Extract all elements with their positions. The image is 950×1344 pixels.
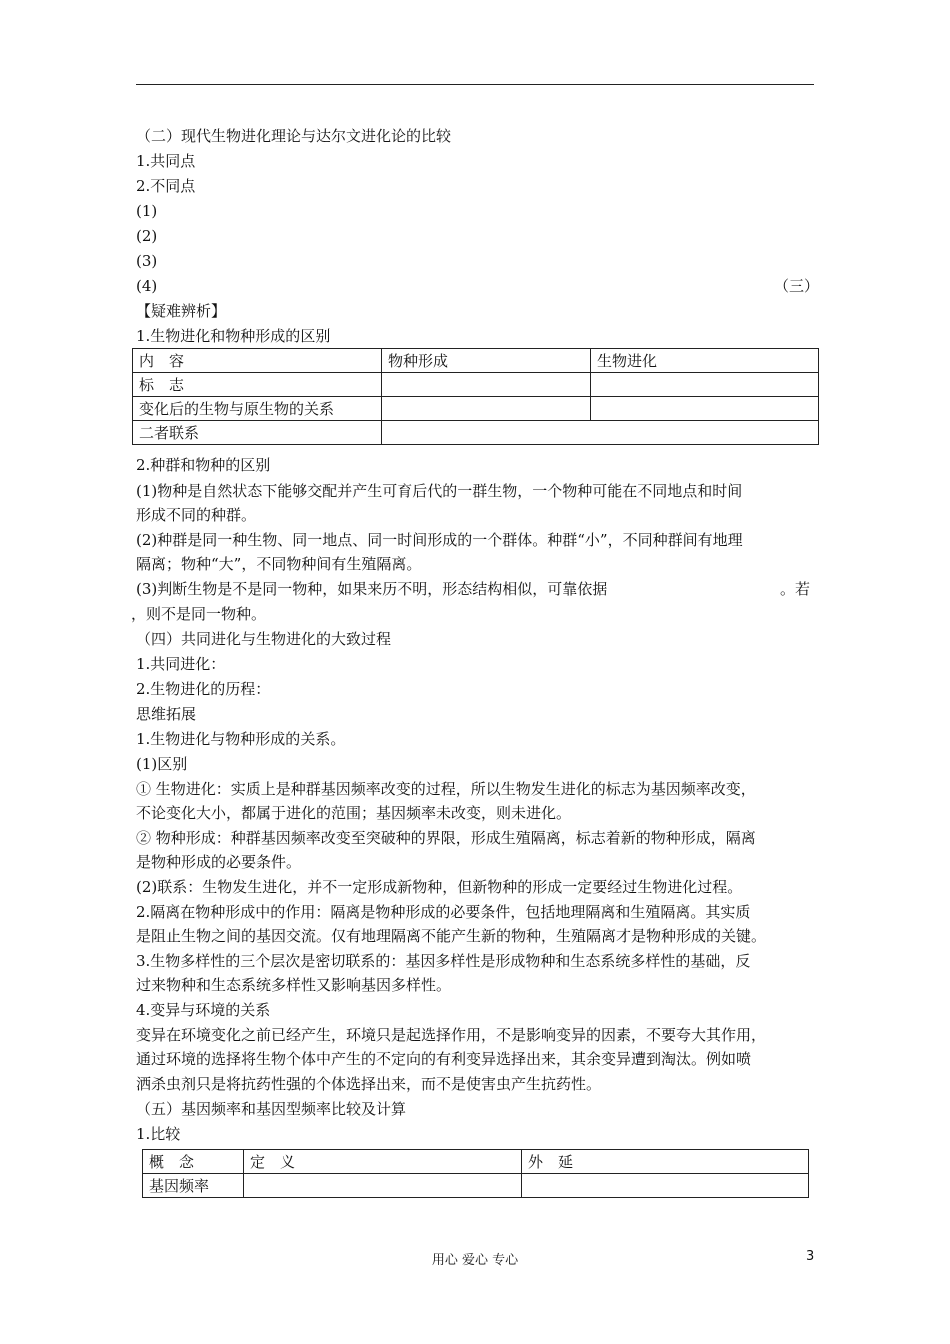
- paragraph-line: (1)物种是自然状态下能够交配并产生可育后代的一群生物，一个物种可能在不同地点和时间: [136, 482, 743, 500]
- paragraph-line: 通过环境的选择将生物个体中产生的不定向的有利变异选择出来，其余变异遭到淘汰。例如喷: [136, 1050, 752, 1068]
- paragraph-line: 3.生物多样性的三个层次是密切联系的：基因多样性是形成物种和生态系统多样性的基础，反: [136, 952, 751, 970]
- paragraph-line: ，则不是同一物种。: [131, 605, 267, 623]
- header-rule: [136, 84, 814, 85]
- paragraph-line: (2)联系：生物发生进化，并不一定形成新物种，但新物种的形成一定要经过生物进化过程。: [136, 878, 743, 896]
- paragraph-line: 洒杀虫剂只是将抗药性强的个体选择出来，而不是使害虫产生抗药性。: [136, 1075, 602, 1093]
- paragraph-line: ② 物种形成：种群基因频率改变至突破种的界限，形成生殖隔离，标志着新的物种形成，隔离: [136, 829, 756, 847]
- difficult-analysis-heading: 【疑难辨析】: [136, 302, 227, 320]
- table-cell-link: 二者联系: [133, 421, 382, 445]
- section-4-title: （四）共同进化与生物进化的大致过程: [136, 630, 392, 648]
- table-row: [133, 349, 819, 373]
- footer-text: 用心 爱心 专心: [431, 1253, 519, 1268]
- table-header-definition: 定 义: [244, 1150, 522, 1174]
- table-cell-empty: [522, 1174, 809, 1198]
- population-vs-species: 2.种群和物种的区别: [136, 456, 271, 474]
- paragraph-line: (2)种群是同一种生物、同一地点、同一时间形成的一个群体。种群“小”，不同种群间有地理: [136, 531, 743, 549]
- paragraph-line: 过来物种和生态系统多样性又影响基因多样性。: [136, 976, 452, 994]
- table-cell-empty: [244, 1174, 522, 1198]
- paragraph-line: ① 生物进化：实质上是种群基因频率改变的过程，所以生物发生进化的标志为基因频率改变，: [136, 780, 756, 798]
- item-1: (1): [136, 202, 158, 220]
- table-cell-gene-frequency: 基因频率: [143, 1174, 244, 1198]
- comparison-heading: 1.比较: [136, 1125, 181, 1143]
- paragraph-line: 是阻止生物之间的基因交流。仅有地理隔离不能产生新的物种，生殖隔离才是物种形成的关键。: [136, 927, 767, 945]
- table-1-caption: 1.生物进化和物种形成的区别: [136, 327, 331, 345]
- table-cell-sign: 标 志: [133, 373, 382, 397]
- table-row: [133, 397, 819, 421]
- thinking-extension-heading: 思维拓展: [136, 705, 197, 723]
- different-points: 2.不同点: [136, 177, 196, 195]
- table-cell-empty: [382, 373, 591, 397]
- paragraph-line: 1.生物进化与物种形成的关系。: [136, 730, 346, 748]
- section-5-title: （五）基因频率和基因型频率比较及计算: [136, 1100, 407, 1118]
- table-header-speciation: 物种形成: [382, 349, 591, 373]
- table-header-evolution: 生物进化: [591, 349, 819, 373]
- table-cell-empty: [382, 421, 819, 445]
- section-3-marker: （三）: [774, 277, 820, 295]
- paragraph-line: 2.隔离在物种形成中的作用：隔离是物种形成的必要条件，包括地理隔离和生殖隔离。其实质: [136, 903, 751, 921]
- paragraph-line: 隔离；物种“大”，不同物种间有生殖隔离。: [136, 555, 422, 573]
- paragraph-line: 不论变化大小，都属于进化的范围；基因频率未改变，则未进化。: [136, 804, 572, 822]
- evolution-history: 2.生物进化的历程：: [136, 680, 271, 698]
- page-number: 3: [806, 1249, 815, 1264]
- gene-frequency-table: [142, 1149, 809, 1198]
- common-points: 1.共同点: [136, 152, 196, 170]
- paragraph-line: (3)判断生物是不是同一物种，如果来历不明，形态结构相似，可靠依据: [136, 580, 608, 598]
- paragraph-line-end: 。若: [780, 580, 811, 598]
- item-4: (4): [136, 277, 158, 295]
- table-header-extension: 外 延: [522, 1150, 809, 1174]
- table-row: [133, 421, 819, 445]
- table-cell-empty: [591, 373, 819, 397]
- table-row: [143, 1150, 809, 1174]
- item-3: (3): [136, 252, 158, 270]
- table-row: [143, 1174, 809, 1198]
- paragraph-line: 形成不同的种群。: [136, 506, 257, 524]
- item-2: (2): [136, 227, 158, 245]
- paragraph-line: 是物种形成的必要条件。: [136, 853, 302, 871]
- table-row: [133, 373, 819, 397]
- table-cell-empty: [382, 397, 591, 421]
- evolution-vs-speciation-table: [132, 348, 819, 445]
- table-cell-empty: [591, 397, 819, 421]
- coevolution: 1.共同进化：: [136, 655, 226, 673]
- section-2-title: （二）现代生物进化理论与达尔文进化论的比较: [136, 127, 452, 145]
- paragraph-line: 变异在环境变化之前已经产生，环境只是起选择作用，不是影响变异的因素，不要夸大其作用，: [136, 1026, 767, 1044]
- table-header-concept: 概 念: [143, 1150, 244, 1174]
- table-header-content: 内 容: [133, 349, 382, 373]
- paragraph-line: 4.变异与环境的关系: [136, 1001, 271, 1019]
- paragraph-line: (1)区别: [136, 755, 188, 773]
- table-cell-relation: 变化后的生物与原生物的关系: [133, 397, 382, 421]
